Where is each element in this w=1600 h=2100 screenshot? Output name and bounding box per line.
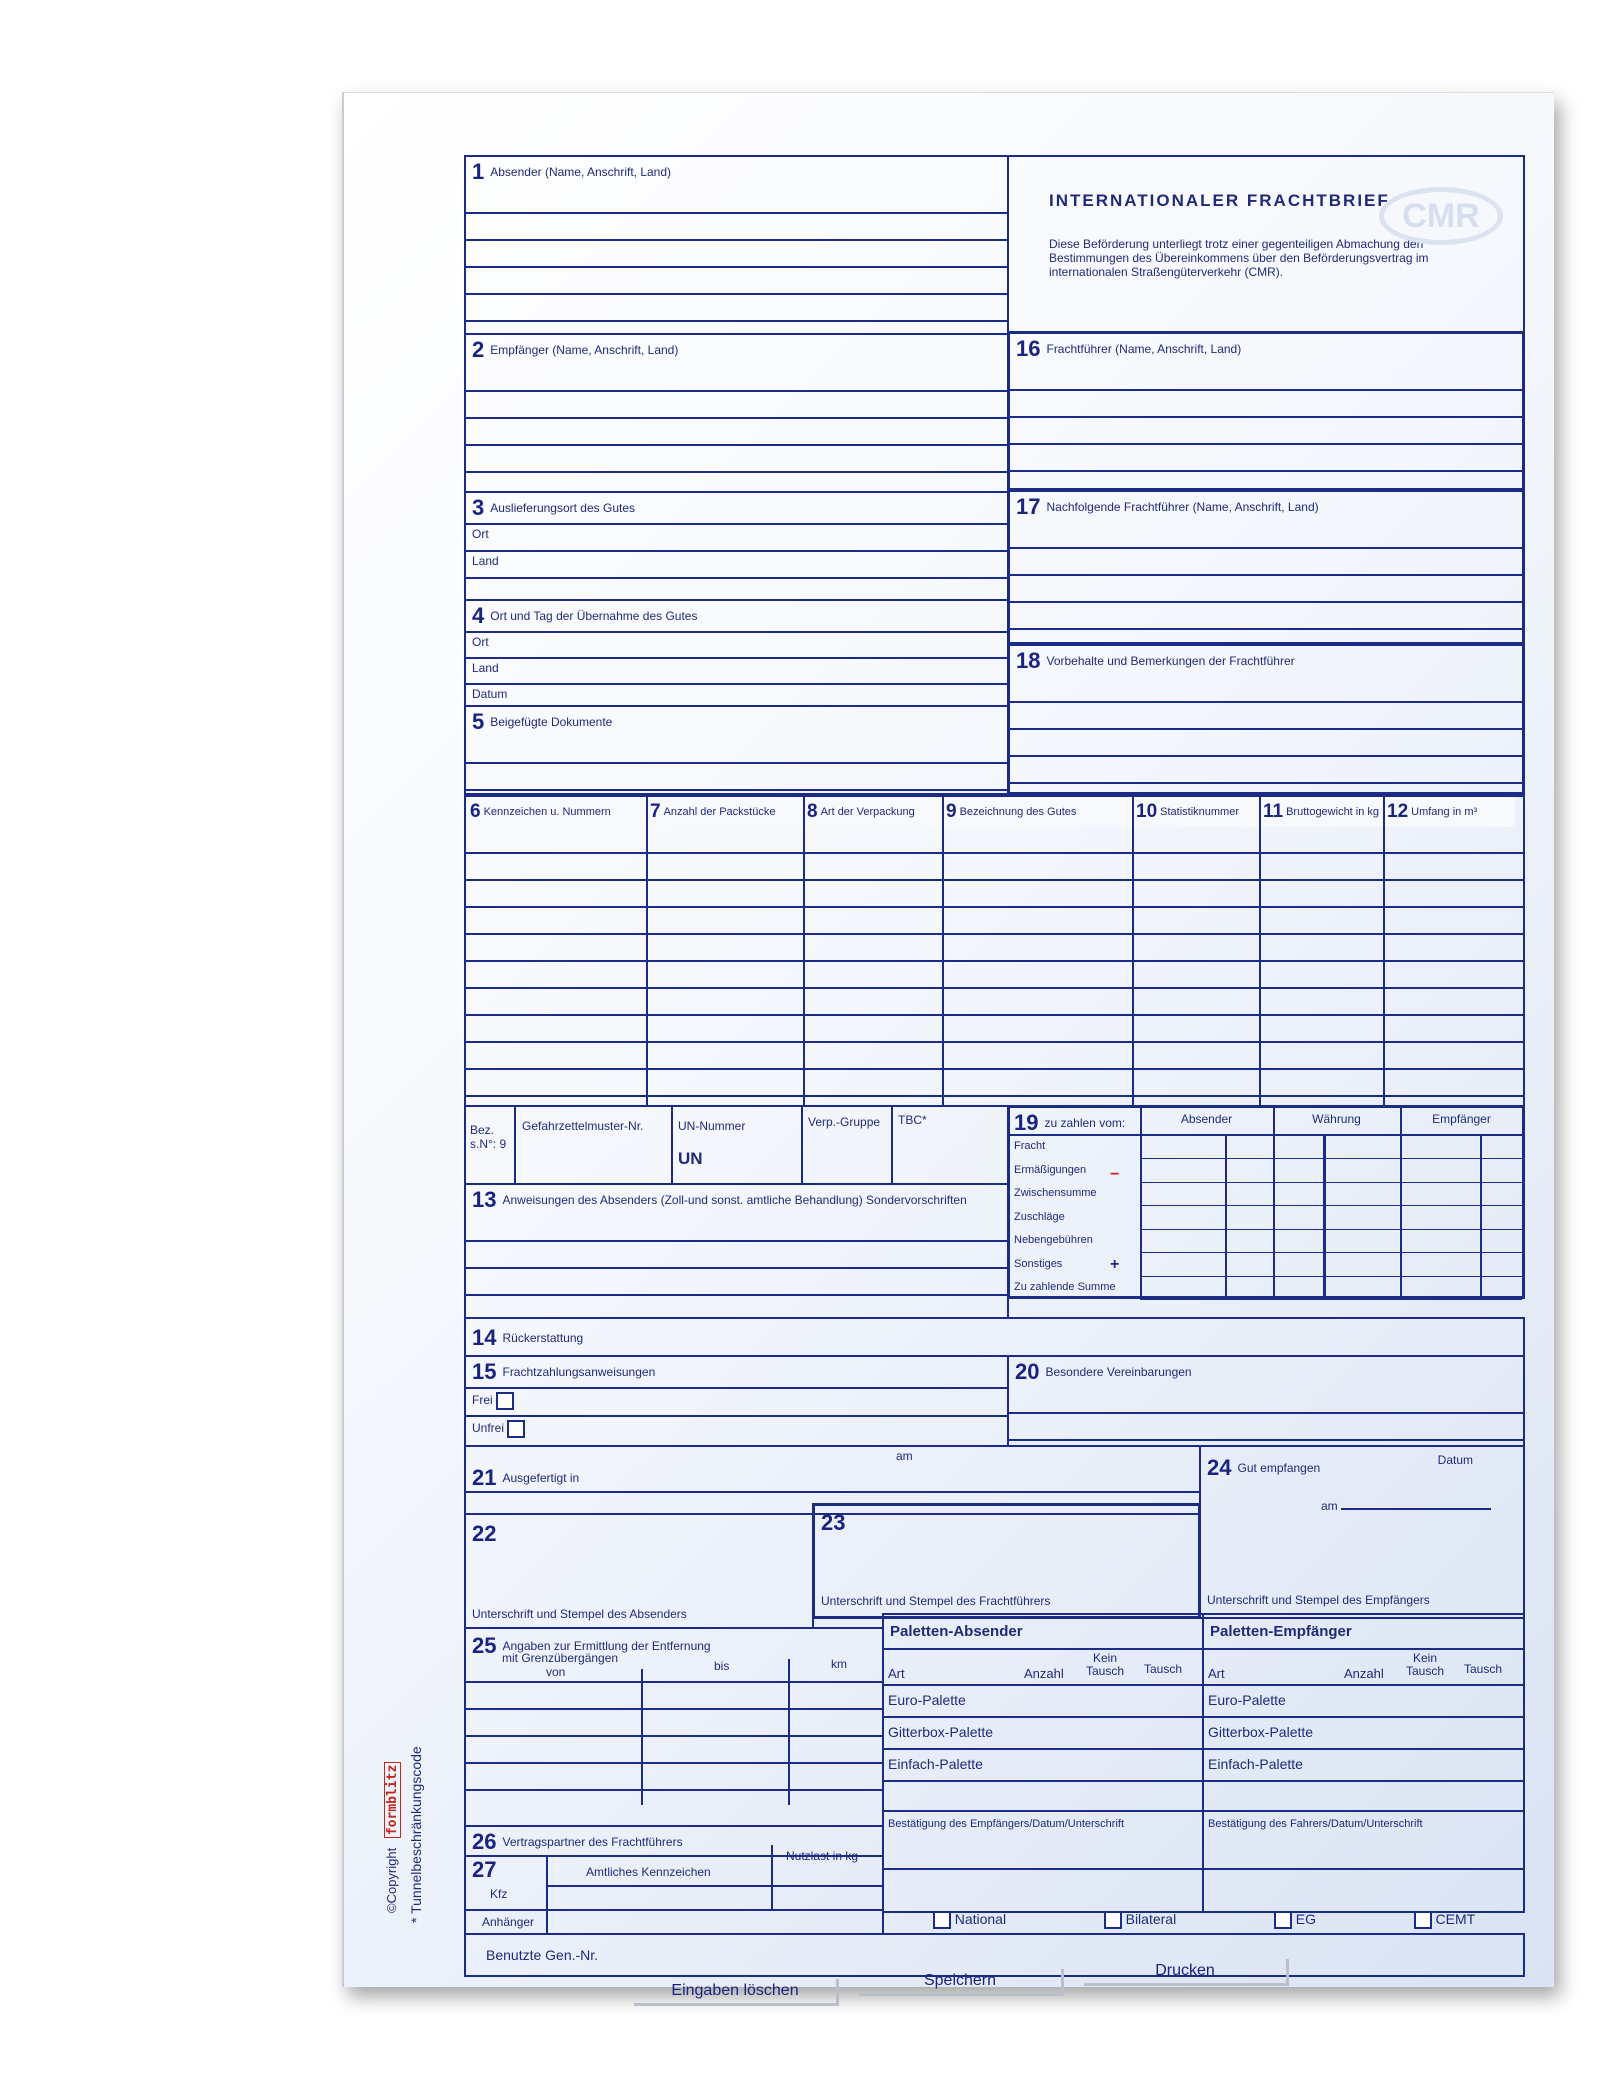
carrier-input-lines[interactable] bbox=[1010, 364, 1522, 492]
section-26-27-vehicle bbox=[464, 1825, 884, 1935]
instructions-input-lines[interactable] bbox=[466, 1215, 1007, 1319]
section-1-sender bbox=[464, 155, 1009, 335]
section-number: 11 bbox=[1263, 801, 1284, 822]
pallets-consignee bbox=[1202, 1613, 1525, 1913]
section-label: Angaben zur Ermittlung der Entfernung bbox=[502, 1639, 711, 1653]
section-label: zu zahlen vom: bbox=[1044, 1116, 1126, 1131]
transport-type-option[interactable] bbox=[1104, 1911, 1176, 1935]
goods-col-header bbox=[803, 797, 942, 827]
delivery-land-field[interactable] bbox=[466, 550, 1007, 577]
pallet-row[interactable] bbox=[1204, 1748, 1523, 1780]
section-number: 5 bbox=[472, 709, 485, 734]
tausch-header: Tausch bbox=[1464, 1662, 1503, 1676]
goods-col-header bbox=[646, 797, 803, 827]
cmr-logo: CMR bbox=[1379, 187, 1503, 245]
pallet-type-label: Gitterbox-Palette bbox=[1208, 1724, 1314, 1740]
section-24-goods-received[interactable] bbox=[1199, 1445, 1525, 1619]
section-label: Rückerstattung bbox=[502, 1331, 584, 1345]
section-number: 14 bbox=[472, 1325, 497, 1350]
section-label: Absender (Name, Anschrift, Land) bbox=[490, 165, 672, 179]
form-header bbox=[1007, 155, 1525, 333]
section-number: 1 bbox=[472, 159, 485, 184]
section-number: 27 bbox=[472, 1857, 497, 1882]
pallet-type-label: Einfach-Palette bbox=[888, 1756, 983, 1772]
transport-type-option[interactable] bbox=[933, 1911, 1006, 1935]
section-number: 22 bbox=[472, 1521, 497, 1546]
section-2-consignee bbox=[464, 333, 1009, 493]
transport-type-label: EG bbox=[1295, 1911, 1316, 1927]
charges-row-fields[interactable] bbox=[1140, 1207, 1522, 1230]
section-15-payment bbox=[464, 1355, 1009, 1447]
section-number: 6 bbox=[470, 801, 481, 822]
section-label: Ausgefertigt in bbox=[502, 1471, 580, 1485]
section-label: Nachfolgende Frachtführer (Name, Anschrift, Land) bbox=[1046, 500, 1319, 514]
tunnel-code-field[interactable]: TBC* bbox=[898, 1113, 927, 1127]
pallet-confirmation-field[interactable] bbox=[884, 1810, 1202, 1870]
datum-label: Datum bbox=[472, 687, 508, 701]
hazard-label-number[interactable]: Gefahrzettelmuster-Nr. bbox=[522, 1119, 644, 1133]
section-sublabel: mit Grenzübergängen bbox=[502, 1651, 619, 1665]
charges-col-header: Währung bbox=[1312, 1112, 1361, 1126]
gen-number-label: Benutzte Gen.-Nr. bbox=[486, 1947, 599, 1963]
print-button[interactable]: Drucken bbox=[1084, 1959, 1289, 1986]
goods-table bbox=[464, 795, 1525, 1107]
goods-col-header bbox=[1383, 797, 1515, 827]
section-17-successive-carriers bbox=[1007, 489, 1525, 645]
dangerous-goods-row bbox=[464, 1105, 1009, 1185]
section-label: Besondere Vereinbarungen bbox=[1045, 1365, 1192, 1379]
datum-label: Datum bbox=[1437, 1453, 1473, 1467]
charges-row-label: Zuschläge bbox=[1014, 1210, 1065, 1223]
section-number: 8 bbox=[807, 801, 818, 822]
section-22-sender-signature[interactable] bbox=[464, 1513, 814, 1629]
transport-type-checkbox[interactable] bbox=[1104, 1911, 1122, 1929]
transport-type-checkbox[interactable] bbox=[1414, 1911, 1432, 1929]
section-label: Beigefügte Dokumente bbox=[490, 715, 613, 729]
land-label: Land bbox=[472, 554, 499, 568]
column-label: Statistiknummer bbox=[1160, 806, 1239, 818]
cmr-form-page bbox=[342, 92, 1554, 1999]
bez-label: Bez. s.N°: 9 bbox=[470, 1123, 507, 1151]
column-label: Anzahl der Packstücke bbox=[663, 806, 776, 818]
section-label: Unterschrift und Stempel des Empfängers bbox=[1207, 1593, 1430, 1607]
charges-col-header: Empfänger bbox=[1432, 1112, 1491, 1126]
pallet-row[interactable] bbox=[884, 1684, 1202, 1716]
charges-row-label: Nebengebühren bbox=[1014, 1234, 1093, 1246]
land-label: Land bbox=[472, 661, 499, 675]
pallet-type-label: Gitterbox-Palette bbox=[888, 1724, 994, 1740]
transport-type-option[interactable] bbox=[1414, 1911, 1476, 1935]
pallet-row[interactable] bbox=[1204, 1716, 1523, 1748]
section-16-carrier bbox=[1007, 331, 1525, 491]
section-label: Unterschrift und Stempel des Frachtführers bbox=[821, 1594, 1051, 1608]
section-label: Ort und Tag der Übernahme des Gutes bbox=[490, 609, 698, 623]
pallet-type-label: Euro-Palette bbox=[1208, 1692, 1286, 1708]
section-13-instructions bbox=[464, 1183, 1009, 1319]
section-number: 10 bbox=[1136, 801, 1158, 822]
un-number-field[interactable]: UN bbox=[678, 1149, 703, 1168]
trailer-label: Anhänger bbox=[482, 1915, 535, 1929]
section-label: Vertragspartner des Frachtführers bbox=[502, 1835, 683, 1849]
tunnel-code-note: * Tunnelbeschränkungscode bbox=[408, 1746, 424, 1923]
pallet-type-label: Einfach-Palette bbox=[1208, 1756, 1303, 1772]
section-14-cash-on-delivery[interactable] bbox=[464, 1317, 1525, 1357]
charges-row-label: Zu zahlende Summe bbox=[1014, 1281, 1116, 1293]
von-header: von bbox=[546, 1665, 566, 1679]
cmr-notice: Diese Beförderung unterliegt trotz einer gegenteiligen Abmachung den Bestimmungen des Übereinkommens über den Beförderungsvertrag im internationalen Straßengüterverkehr (CMR). bbox=[1049, 237, 1429, 279]
delivery-ort-field[interactable] bbox=[466, 523, 1007, 550]
confirmation-label: Bestätigung des Fahrers/Datum/Unterschrift bbox=[1208, 1818, 1423, 1830]
section-label: Anweisungen des Absenders (Zoll-und sonst. amtliche Behandlung) Sondervorschriften bbox=[502, 1193, 967, 1207]
transport-type-checkbox[interactable] bbox=[1274, 1911, 1292, 1929]
pallet-type-label: Euro-Palette bbox=[888, 1692, 966, 1708]
km-header: km bbox=[831, 1657, 847, 1671]
pallets-sender bbox=[882, 1613, 1204, 1913]
section-19-charges bbox=[1007, 1105, 1525, 1299]
formblitz-logo: formblitz bbox=[384, 1762, 401, 1838]
transport-type-options bbox=[884, 1911, 1524, 1935]
kein-tausch-header: Kein Tausch bbox=[1405, 1651, 1445, 1678]
unfrei-label: Unfrei bbox=[472, 1421, 505, 1436]
section-number: 12 bbox=[1387, 801, 1409, 822]
section-number: 26 bbox=[472, 1829, 497, 1854]
am-label: am bbox=[896, 1449, 913, 1463]
kein-tausch-header: Kein Tausch bbox=[1085, 1651, 1125, 1678]
section-3-delivery-place bbox=[464, 491, 1009, 601]
section-label: Frachtzahlungsanweisungen bbox=[502, 1365, 656, 1379]
section-number: 4 bbox=[472, 603, 485, 628]
column-label: Bezeichnung des Gutes bbox=[959, 806, 1077, 818]
kfz-plate-field[interactable] bbox=[546, 1885, 782, 1909]
section-label: Gut empfangen bbox=[1237, 1461, 1321, 1475]
confirmation-label: Bestätigung des Empfängers/Datum/Unterschrift bbox=[888, 1818, 1125, 1830]
section-number: 18 bbox=[1016, 648, 1041, 673]
goods-col-header bbox=[1259, 797, 1383, 827]
section-number: 9 bbox=[946, 801, 957, 822]
goods-col-header bbox=[466, 797, 646, 827]
section-25-distance bbox=[464, 1627, 884, 1827]
pallet-row[interactable] bbox=[884, 1748, 1202, 1780]
section-number: 17 bbox=[1016, 494, 1041, 519]
charges-row-fields[interactable] bbox=[1140, 1160, 1522, 1183]
charges-row-fields[interactable] bbox=[1140, 1183, 1522, 1206]
am-label: am bbox=[1321, 1499, 1338, 1513]
art-header: Art bbox=[888, 1666, 905, 1681]
goods-col-header bbox=[942, 797, 1132, 827]
copyright-text: ©Copyright bbox=[384, 1847, 399, 1913]
pallet-title: Paletten-Empfänger bbox=[1210, 1623, 1352, 1640]
documents-input-lines[interactable] bbox=[466, 737, 1007, 795]
frei-label: Frei bbox=[472, 1393, 493, 1408]
section-number: 23 bbox=[821, 1510, 846, 1535]
section-label: Vorbehalte und Bemerkungen der Frachtführer bbox=[1046, 654, 1295, 668]
pallet-confirmation-field[interactable] bbox=[1204, 1810, 1523, 1870]
section-label: Frachtführer (Name, Anschrift, Land) bbox=[1046, 342, 1242, 356]
un-number-label: UN-Nummer bbox=[678, 1119, 746, 1133]
pallet-row[interactable] bbox=[1204, 1684, 1523, 1716]
charges-row-fields[interactable] bbox=[1140, 1254, 1522, 1277]
unfrei-checkbox[interactable] bbox=[507, 1420, 525, 1438]
transport-type-label: Bilateral bbox=[1125, 1911, 1177, 1927]
takeover-land-field[interactable] bbox=[466, 657, 1007, 683]
transport-type-label: National bbox=[954, 1911, 1007, 1927]
charges-row-label: Ermäßigungen bbox=[1014, 1163, 1087, 1176]
sender-input-lines[interactable] bbox=[466, 187, 1007, 337]
section-number: 16 bbox=[1016, 336, 1041, 361]
tausch-header: Tausch bbox=[1144, 1662, 1183, 1676]
successive-carriers-input-lines[interactable] bbox=[1010, 522, 1522, 644]
copyright-vertical bbox=[384, 1762, 400, 1913]
section-5-documents bbox=[464, 705, 1009, 795]
delivery-extra-line[interactable] bbox=[466, 577, 1007, 597]
section-23-carrier-signature[interactable] bbox=[812, 1503, 1201, 1619]
plate-header: Amtliches Kennzeichen bbox=[586, 1865, 711, 1879]
section-label: Empfänger (Name, Anschrift, Land) bbox=[490, 343, 679, 357]
column-label: Bruttogewicht in kg bbox=[1286, 806, 1380, 818]
column-label: Umfang in m³ bbox=[1411, 806, 1478, 818]
section-number: 25 bbox=[472, 1633, 497, 1658]
packing-group-field[interactable]: Verp.-Gruppe bbox=[808, 1115, 881, 1129]
plus-icon: + bbox=[1110, 1256, 1120, 1273]
frei-checkbox[interactable] bbox=[496, 1392, 514, 1410]
charges-row-fields[interactable] bbox=[1140, 1277, 1522, 1300]
section-number: 2 bbox=[472, 337, 485, 362]
date-field[interactable] bbox=[1341, 1508, 1491, 1510]
section-number: 7 bbox=[650, 801, 661, 822]
charges-row-label: Fracht bbox=[1014, 1140, 1046, 1152]
section-label: Auslieferungsort des Gutes bbox=[490, 501, 635, 515]
column-label: Art der Verpackung bbox=[820, 806, 915, 818]
section-number: 19 bbox=[1014, 1110, 1039, 1135]
pallet-row[interactable] bbox=[884, 1716, 1202, 1748]
anzahl-header: Anzahl bbox=[1344, 1666, 1384, 1681]
takeover-ort-field[interactable] bbox=[466, 631, 1007, 657]
distance-input-lines[interactable] bbox=[466, 1681, 882, 1811]
ort-label: Ort bbox=[472, 527, 489, 541]
minus-icon: − bbox=[1110, 1166, 1120, 1183]
section-number: 3 bbox=[472, 495, 485, 520]
section-label: Unterschrift und Stempel des Absenders bbox=[472, 1607, 687, 1621]
form-title: INTERNATIONALER FRACHTBRIEF bbox=[1049, 191, 1390, 210]
anzahl-header: Anzahl bbox=[1024, 1666, 1064, 1681]
section-number: 13 bbox=[472, 1187, 497, 1212]
save-button[interactable]: Speichern bbox=[859, 1969, 1064, 1996]
goods-col-header bbox=[1132, 797, 1259, 827]
charges-col-header: Absender bbox=[1180, 1112, 1233, 1126]
pallet-title: Paletten-Absender bbox=[890, 1623, 1023, 1640]
section-4-takeover bbox=[464, 599, 1009, 707]
transport-type-option[interactable] bbox=[1274, 1911, 1316, 1935]
transport-type-checkbox[interactable] bbox=[933, 1911, 951, 1929]
charges-row-label: Sonstiges bbox=[1014, 1257, 1063, 1270]
transport-type-label: CEMT bbox=[1435, 1911, 1476, 1927]
special-agreements-input-lines[interactable] bbox=[1009, 1387, 1523, 1447]
reservations-input-lines[interactable] bbox=[1010, 676, 1522, 794]
consignee-input-lines[interactable] bbox=[466, 365, 1007, 493]
section-number: 21 bbox=[472, 1465, 497, 1490]
takeover-datum-field[interactable] bbox=[466, 683, 1007, 705]
section-18-reservations bbox=[1007, 643, 1525, 795]
kfz-label: Kfz bbox=[490, 1887, 508, 1901]
charges-row-fields[interactable] bbox=[1140, 1230, 1522, 1253]
section-number: 24 bbox=[1207, 1455, 1232, 1480]
charges-row-label: Zwischensumme bbox=[1014, 1187, 1097, 1199]
charges-row-fields[interactable] bbox=[1140, 1136, 1522, 1159]
column-label: Kennzeichen u. Nummern bbox=[483, 806, 611, 818]
trailer-plate-field[interactable] bbox=[546, 1911, 782, 1935]
section-number: 15 bbox=[472, 1359, 497, 1384]
section-number: 20 bbox=[1015, 1359, 1040, 1384]
goods-table-lines[interactable] bbox=[466, 827, 1523, 1105]
ort-label: Ort bbox=[472, 635, 489, 649]
art-header: Art bbox=[1208, 1666, 1225, 1681]
bis-header: bis bbox=[714, 1659, 730, 1673]
clear-inputs-button[interactable]: Eingaben löschen bbox=[634, 1979, 839, 2006]
section-20-special-agreements bbox=[1007, 1355, 1525, 1447]
payload-header: Nutzlast in kg bbox=[786, 1849, 859, 1863]
